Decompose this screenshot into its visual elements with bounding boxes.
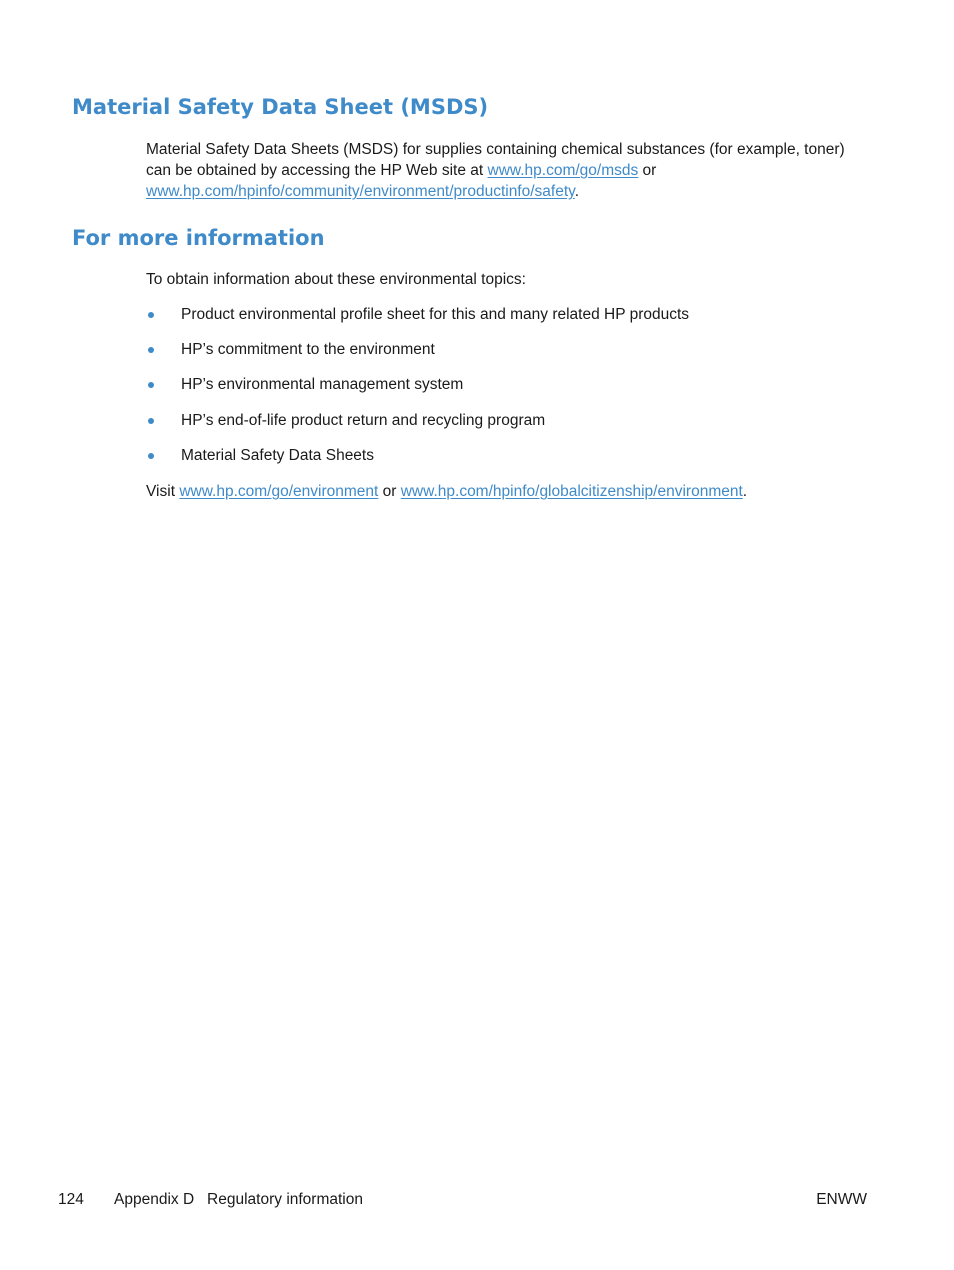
environment-link[interactable]: www.hp.com/go/environment xyxy=(179,483,379,500)
footer-language-code: ENWW xyxy=(816,1191,867,1208)
msds-or-text: or xyxy=(638,162,657,179)
more-information-heading: For more information xyxy=(72,226,325,250)
msds-link[interactable]: www.hp.com/go/msds xyxy=(487,162,639,179)
list-item xyxy=(146,410,846,445)
footer-page-number: 124 xyxy=(58,1191,84,1208)
list-item xyxy=(146,374,846,409)
visit-or-text: or xyxy=(378,483,401,500)
msds-paragraph xyxy=(146,139,856,202)
list-item xyxy=(146,304,846,339)
topic-list xyxy=(146,304,846,480)
msds-paragraph-text: Material Safety Data Sheets (MSDS) for supplies containing chemical substances (for example, toner) can be obtained by accessing the HP Web site at xyxy=(146,141,845,179)
msds-heading: Material Safety Data Sheet (MSDS) xyxy=(72,95,489,119)
list-item xyxy=(146,445,846,480)
visit-line xyxy=(146,481,856,502)
bullet-icon xyxy=(148,418,154,424)
list-item-text: HP’s end-of-life product return and recycling program xyxy=(181,411,546,429)
msds-period: . xyxy=(574,183,580,200)
list-item-text: Material Safety Data Sheets xyxy=(181,446,374,464)
visit-period: . xyxy=(742,483,748,500)
list-item-text: HP’s commitment to the environment xyxy=(181,341,435,359)
safety-link[interactable]: www.hp.com/hpinfo/community/environment/productinfo/safety xyxy=(146,183,575,200)
bullet-icon xyxy=(148,382,154,388)
topics-intro: To obtain information about these environmental topics: xyxy=(146,271,526,288)
bullet-icon xyxy=(148,312,154,318)
list-item xyxy=(146,339,846,374)
bullet-icon xyxy=(148,453,154,459)
visit-label: Visit xyxy=(146,483,180,500)
bullet-icon xyxy=(148,347,154,353)
globalcitizenship-link[interactable]: www.hp.com/hpinfo/globalcitizenship/environment xyxy=(400,483,743,500)
list-item-text: HP’s environmental management system xyxy=(181,376,464,394)
footer-chapter: Appendix D Regulatory information xyxy=(114,1191,363,1208)
list-item-text: Product environmental profile sheet for this and many related HP products xyxy=(181,306,690,323)
